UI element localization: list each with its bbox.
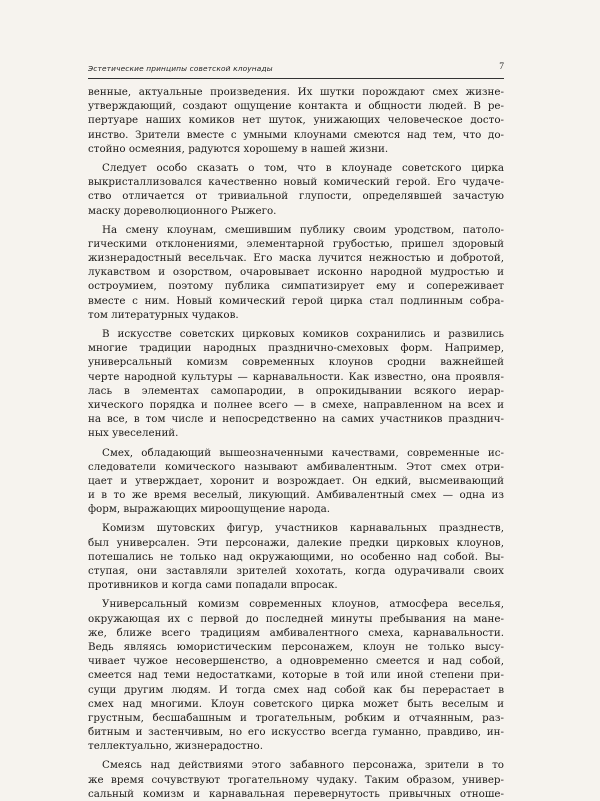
text-line: смех над многими. Клоун советского цирка может быть веселым и xyxy=(88,697,504,710)
text-line: Смех, обладающий вышеозначенными качествами, современные ис- xyxy=(102,446,504,459)
text-line: Смеясь над действиями этого забавного персонажа, зрители в то xyxy=(102,759,504,772)
text-line: маску дореволюционного Рыжего. xyxy=(88,204,277,217)
text-line: был универсален. Эти персонажи, далекие предки цирковых клоунов, xyxy=(88,536,504,549)
text-line: лась в элементах самопародии, в опрокидывании всякого иерар- xyxy=(88,384,504,397)
text-line: теллектуально, жизнерадостно. xyxy=(88,740,264,753)
text-line: хического порядка и полнее всего — в смехе, направленном на всех и xyxy=(88,398,504,411)
text-line: смеется над теми недостатками, которые в той или иной степени при- xyxy=(88,669,504,682)
text-line: же время сочувствуют трогательному чудаку. Таким образом, универ- xyxy=(88,773,504,786)
text-line: многие традиции народных празднично-смеховых форм. Например, xyxy=(88,342,504,355)
text-line: ступая, они заставляли зрителей хохотать, когда одурачивали своих xyxy=(88,565,504,577)
paragraph xyxy=(88,758,504,801)
text-line: В искусстве советских цирковых комиков сохранились и развились xyxy=(102,328,504,340)
header-rule xyxy=(88,78,504,79)
paragraph xyxy=(88,223,504,322)
text-line: грустным, бесшабашным и трогательным, робким и отчаянным, раз- xyxy=(88,711,504,724)
text-line: следователи комического называют амбивалентным. Этот смех отри- xyxy=(88,460,504,473)
text-line: цает и утверждает, хоронит и возрождает. Он едкий, высмеивающий xyxy=(88,474,504,487)
text-line: ство отличается от тривиальной глупости, определявшей зачастую xyxy=(88,190,504,203)
text-line: гическими отклонениями, элементарной грубостью, пришел здоровый xyxy=(88,237,504,250)
paragraph xyxy=(88,161,504,218)
text-line: утверждающий, создают ощущение контакта и общности людей. В ре- xyxy=(88,100,504,113)
text-line: инство. Зрители вместе с умными клоунами смеются над тем, что до- xyxy=(88,128,504,141)
text-line: ных увеселений. xyxy=(88,427,179,440)
paragraph xyxy=(88,597,504,753)
text-line: Следует особо сказать о том, что в клоунаде советского цирка xyxy=(102,161,504,174)
text-line: выкристаллизовался качественно новый комический герой. Его чудаче- xyxy=(88,176,504,189)
text-line: черте народной культуры — карнавальности. Как известно, она проявля- xyxy=(88,370,504,383)
text-line: на все, в том числе и непосредственно на самих участников празднич- xyxy=(88,413,504,426)
text-line: же, ближе всего традициям амбивалентного смеха, карнавальности. xyxy=(88,626,504,639)
text-line: На смену клоунам, смешившим публику своим уродством, патоло- xyxy=(102,223,504,236)
text-line: лукавством и озорством, очаровывает исконно народной мудростью и xyxy=(88,266,504,279)
paragraph xyxy=(88,85,504,156)
text-line: венные, актуальные произведения. Их шутки порождают смех жизне- xyxy=(88,86,504,98)
paragraph xyxy=(88,327,504,441)
text-line: противников и когда сами попадали впросак. xyxy=(88,579,338,592)
text-line: остроумием, поэтому публика симпатизирует ему и сопереживает xyxy=(88,280,504,293)
text-line: потешались не только над окружающими, но особенно над собой. Вы- xyxy=(88,550,504,563)
text-line: вместе с ним. Новый комический герой цирка стал подлинным собра- xyxy=(88,294,504,307)
running-head xyxy=(88,62,504,78)
text-line: Ведь являясь юмористическим персонажем, клоун не только высу- xyxy=(88,640,504,653)
text-line: форм, выражающих мироощущение народа. xyxy=(88,503,331,516)
text-line: окружающая их с первой до последней минуты пребывания на мане- xyxy=(88,612,504,625)
text-line: Универсальный комизм современных клоунов, атмосфера веселья, xyxy=(102,598,504,611)
text-line: сущи другим людям. И тогда смех над собой как бы перерастает в xyxy=(88,683,504,696)
text-line: жизнерадостный весельчак. Его маска лучится нежностью и добротой, xyxy=(88,252,504,265)
running-title: Эстетические принципы советской клоунады xyxy=(88,64,273,73)
body-text xyxy=(88,85,504,801)
text-line: том литературных чудаков. xyxy=(88,308,239,321)
text-line: Комизм шутовских фигур, участников карнавальных празднеств, xyxy=(102,522,504,535)
paragraph xyxy=(88,521,504,592)
paragraph xyxy=(88,446,504,517)
text-line: стойно осмеяния, радуются хорошему в нашей жизни. xyxy=(88,142,389,155)
page-number: 7 xyxy=(499,62,504,72)
text-line: сальный комизм и карнавальная перевернутость привычных отноше- xyxy=(88,787,504,800)
text-line: битным и застенчивым, но его искусство всегда гуманно, правдиво, ин- xyxy=(88,726,504,739)
text-line: универсальный комизм современных клоунов сродни важнейшей xyxy=(88,356,504,369)
text-line: пертуаре наших комиков нет шуток, унижающих человеческое досто- xyxy=(88,114,504,127)
text-line: и в то же время веселый, ликующий. Амбивалентный смех — одна из xyxy=(88,489,504,502)
text-line: чивает чужое несовершенство, а одновременно смеется и над собой, xyxy=(88,655,504,668)
